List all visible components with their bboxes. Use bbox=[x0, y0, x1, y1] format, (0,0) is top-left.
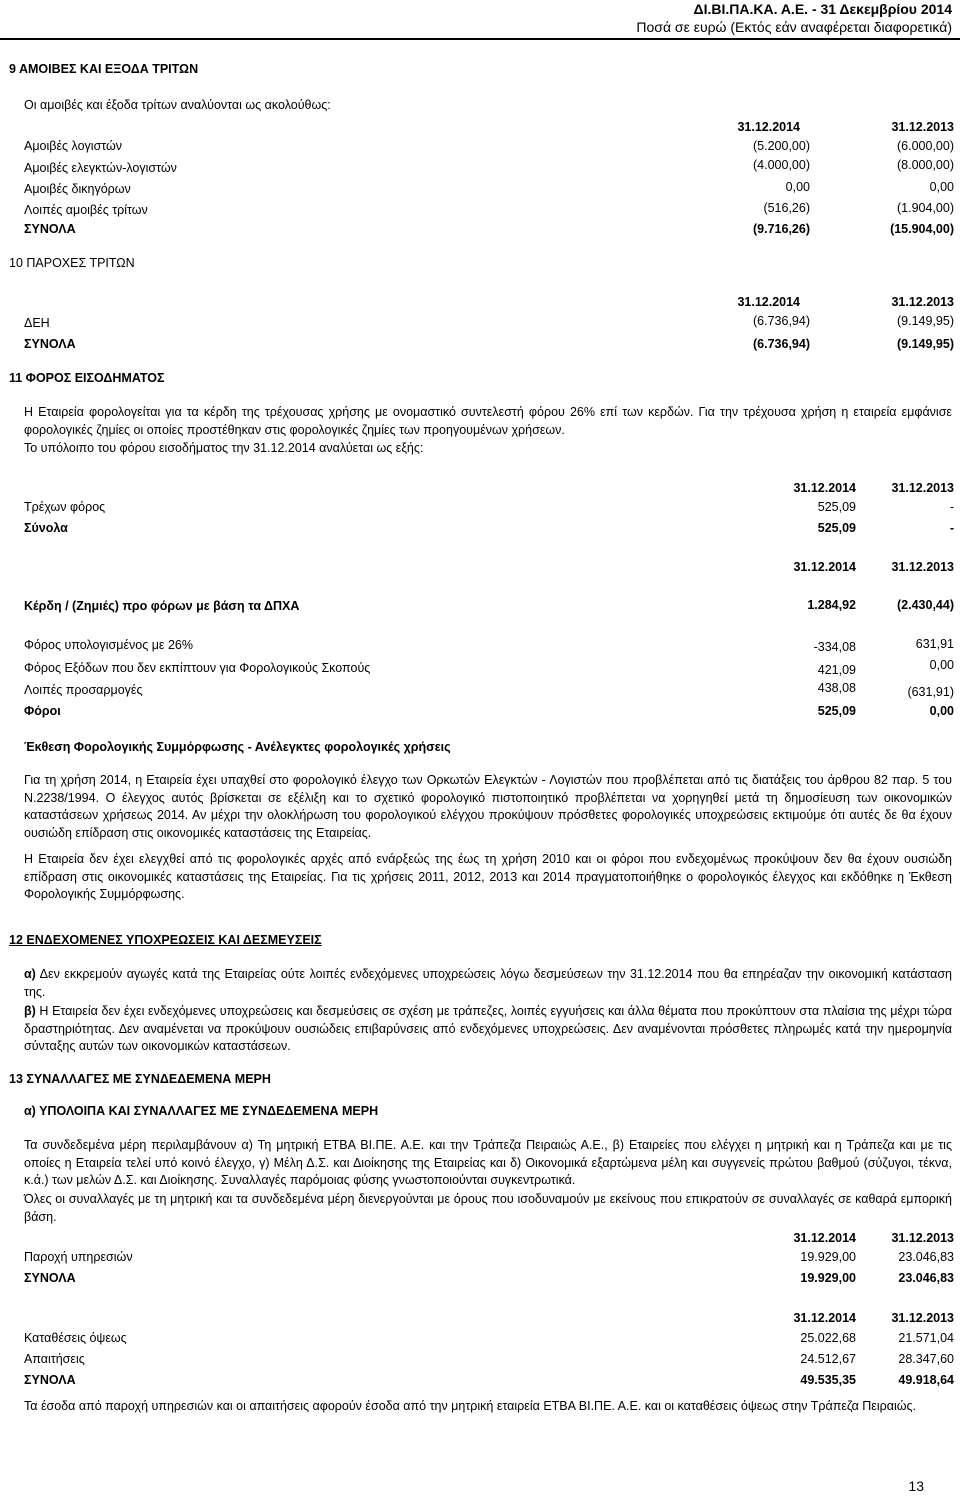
table-row-label: Καταθέσεις όψεως bbox=[24, 1331, 127, 1345]
table-cell: 0,00 bbox=[785, 180, 810, 194]
section-12-title: 12 ΕΝΔΕΧΟΜΕΝΕΣ ΥΠΟΧΡΕΩΣΕΙΣ ΚΑΙ ΔΕΣΜΕΥΣΕΙΣ bbox=[9, 933, 322, 947]
section-9-title: 9 ΑΜΟΙΒΕΣ ΚΑΙ ΕΞΟΔΑ ΤΡΙΤΩΝ bbox=[9, 62, 199, 76]
table-cell: (4.000,00) bbox=[753, 158, 810, 172]
tax-paragraph-4: Η Εταιρεία δεν έχει ελεγχθεί από τις φορολογικές αρχές από ενάρξεώς της έως τη χρήση 2010 και οι φόροι που ενδεχομένως προκύψουν δεν θα έχουν ουσιώδη επίδραση στις οικονομικές καταστάσεις της Εταιρείας. Για τις χρήσεις 2011, 2012, 2013 και 2014 πραγματοποιήθηκε ο φορολογικός έλεγχος και εκδόθηκε η Έκθεση Φορολογικής Συμμόρφωσης. bbox=[24, 852, 952, 901]
table-cell: 24.512,67 bbox=[800, 1352, 856, 1366]
table-cell: 1.284,92 bbox=[807, 598, 856, 612]
table-cell: 0,00 bbox=[929, 658, 954, 672]
total-label: ΣΥΝΟΛΑ bbox=[24, 1271, 76, 1285]
total-cell: 0,00 bbox=[929, 704, 954, 718]
total-label: Σύνολα bbox=[24, 521, 68, 535]
recon-col-2014: 31.12.2014 bbox=[793, 560, 856, 574]
table-row-label: Απαιτήσεις bbox=[24, 1352, 85, 1366]
total-cell: (9.716,26) bbox=[753, 222, 810, 236]
s13-t1-col-2014: 31.12.2014 bbox=[793, 1231, 856, 1245]
table-cell: (8.000,00) bbox=[897, 158, 954, 172]
total-cell: 19.929,00 bbox=[800, 1271, 856, 1285]
table-row-label: Παροχή υπηρεσιών bbox=[24, 1250, 133, 1264]
tax-paragraph-2: Το υπόλοιπο του φόρου εισοδήματος την 31.12.2014 αναλύεται ως εξής: bbox=[24, 441, 424, 455]
table-cell: 438,08 bbox=[817, 681, 856, 695]
total-cell: - bbox=[949, 521, 954, 535]
total-cell: 49.535,35 bbox=[800, 1373, 856, 1387]
table-cell: (631,91) bbox=[907, 685, 954, 699]
related-parties-paragraph-1: Τα συνδεδεμένα μέρη περιλαμβάνουν α) Τη μητρική ΕΤΒΑ ΒΙ.ΠΕ. Α.Ε. και την Τράπεζα Πειραιώς Α.Ε., β) Εταιρείες που ελέγχει η μητρική και η Τράπεζα και με τις οποίες η Εταιρεία τελεί υπό κοινό έλεγχο, γ) Μέλη Δ.Σ. και Διοίκησης της Εταιρείας και δ) Οικονομικά εξαρτώμενα μέλη και συγγενείς πρώτου βαθμού (σύζυγοι, τέκνα, κ.ά.) των μελών Δ.Σ. και Διοίκησης. Συναλλαγές παρόμοιας φύσης γνωστοποιούνται συγκεντρωτικά. bbox=[24, 1138, 952, 1187]
table-row-label: Αμοιβές λογιστών bbox=[24, 139, 123, 153]
total-cell: (9.149,95) bbox=[897, 337, 954, 351]
total-label: ΣΥΝΟΛΑ bbox=[24, 222, 76, 236]
table-cell: (5.200,00) bbox=[753, 139, 810, 153]
total-label: Φόροι bbox=[24, 704, 61, 718]
total-cell: 525,09 bbox=[817, 704, 856, 718]
table-cell: (9.149,95) bbox=[897, 314, 954, 328]
currency-note: Ποσά σε ευρώ (Εκτός εάν αναφέρεται διαφορετικά) bbox=[636, 19, 952, 35]
s10-col-2014: 31.12.2014 bbox=[737, 295, 800, 309]
table-cell: - bbox=[949, 500, 954, 514]
s13-t1-col-2013: 31.12.2013 bbox=[891, 1231, 954, 1245]
total-cell: 525,09 bbox=[817, 521, 856, 535]
table-cell: 23.046,83 bbox=[898, 1250, 954, 1264]
total-cell: (15.904,00) bbox=[890, 222, 954, 236]
related-parties-paragraph-2: Όλες οι συναλλαγές με τη μητρική και τα συνδεδεμένα μέρη διενεργούνται με όρους που ισοδυναμούν με εκείνους που επικρατούν σε συναλλαγές σε καθαρά εμπορική βάση. bbox=[24, 1192, 952, 1224]
table-cell: 28.347,60 bbox=[898, 1352, 954, 1366]
compliance-report-title: Έκθεση Φορολογικής Συμμόρφωσης - Ανέλεγκτες φορολογικές χρήσεις bbox=[24, 740, 451, 754]
contingency-a: α) Δεν εκκρεμούν αγωγές κατά της Εταιρείας ούτε λοιπές ενδεχόμενες υποχρεώσεις λόγω δεσμεύσεων την 31.12.2014 που θα επηρέαζαν την οικονομική κατάσταση της. bbox=[24, 967, 952, 999]
total-cell: 49.918,64 bbox=[898, 1373, 954, 1387]
table-row-label: Λοιπές προσαρμογές bbox=[24, 683, 143, 697]
tax-paragraph-1: Η Εταιρεία φορολογείται για τα κέρδη της τρέχουσας χρήσης με ονομαστικό συντελεστή φόρου 26% επί των κερδών. Για την τρέχουσα χρήση η εταιρεία εμφάνισε φορολογικές ζημίες οι οποίες προστέθηκαν στις φορολογικές ζημίες των προηγουμένων χρήσεων. bbox=[24, 405, 952, 437]
s13-t2-col-2013: 31.12.2013 bbox=[891, 1311, 954, 1325]
total-cell: 23.046,83 bbox=[898, 1271, 954, 1285]
table-row-label: Λοιπές αμοιβές τρίτων bbox=[24, 203, 148, 217]
recon-col-2013: 31.12.2013 bbox=[891, 560, 954, 574]
table-cell: 19.929,00 bbox=[800, 1250, 856, 1264]
table-row-label: Αμοιβές ελεγκτών-λογιστών bbox=[24, 161, 177, 175]
section-10-title: 10 ΠΑΡΟΧΕΣ ΤΡΙΤΩΝ bbox=[9, 256, 135, 270]
table-cell: 25.022,68 bbox=[800, 1331, 856, 1345]
s10-col-2013: 31.12.2013 bbox=[891, 295, 954, 309]
s13-t2-col-2014: 31.12.2014 bbox=[793, 1311, 856, 1325]
pbt-label: Κέρδη / (Ζημιές) προ φόρων με βάση τα ΔΠΧΑ bbox=[24, 599, 300, 613]
table-cell: 525,09 bbox=[817, 500, 856, 514]
table-row-label: Φόρος υπολογισμένος με 26% bbox=[24, 638, 193, 652]
table-cell: 631,91 bbox=[915, 637, 954, 651]
table-cell: (6.736,94) bbox=[753, 314, 810, 328]
total-label: ΣΥΝΟΛΑ bbox=[24, 337, 76, 351]
header-rule bbox=[0, 38, 960, 40]
s9-col-2014: 31.12.2014 bbox=[737, 120, 800, 134]
table-cell: (516,26) bbox=[763, 201, 810, 215]
company-header: ΔΙ.ΒΙ.ΠΑ.ΚΑ. Α.Ε. - 31 Δεκεμβρίου 2014 bbox=[693, 1, 952, 17]
tax-paragraph-3: Για τη χρήση 2014, η Εταιρεία έχει υπαχθεί στο φορολογικό έλεγχο των Ορκωτών Ελεγκτών - Λογιστών που προβλέπεται από τις διατάξεις του άρθρου 82 παρ. 5 του Ν.2238/1994. Ο έλεγχος αυτός βρίσκεται σε εξέλιξη και το σχετικό φορολογικό πιστοποιητικό προβλέπεται να χορηγηθεί μετά τη δημοσίευση των οικονομικών καταστάσεων χρήσεως 2014. Αν μέχρι την ολοκλήρωση του φορολογικού ελέγχου προκύψουν πρόσθετες φορολογικές υποχρεώσεις εκτιμούμε ότι αυτές δε θα έχουν ουσιώδη επίδραση στις οικονομικές καταστάσεις της Εταιρείας. bbox=[24, 773, 952, 840]
table-cell: (1.904,00) bbox=[897, 201, 954, 215]
table-cell: 0,00 bbox=[929, 180, 954, 194]
total-cell: (6.736,94) bbox=[753, 337, 810, 351]
table-cell: 421,09 bbox=[817, 663, 856, 677]
section-13a-title: α) ΥΠΟΛΟΙΠΑ ΚΑΙ ΣΥΝΑΛΛΑΓΕΣ ΜΕ ΣΥΝΔΕΔΕΜΕΝΑ ΜΕΡΗ bbox=[24, 1104, 379, 1118]
table-cell: (6.000,00) bbox=[897, 139, 954, 153]
related-parties-paragraph-3: Τα έσοδα από παροχή υπηρεσιών και οι απαιτήσεις αφορούν έσοδα από την μητρική εταιρεία ΕΤΒΑ ΒΙ.ΠΕ. Α.Ε. και οι καταθέσεις όψεως στην Τράπεζα Πειραιώς. bbox=[24, 1399, 917, 1413]
s9-col-2013: 31.12.2013 bbox=[891, 120, 954, 134]
s11-col-2013: 31.12.2013 bbox=[891, 481, 954, 495]
section-11-title: 11 ΦΟΡΟΣ ΕΙΣΟΔΗΜΑΤΟΣ bbox=[9, 371, 165, 385]
table-row-label: Τρέχων φόρος bbox=[24, 500, 106, 514]
table-row-label: ΔΕΗ bbox=[24, 316, 50, 330]
s11-col-2014: 31.12.2014 bbox=[793, 481, 856, 495]
table-cell: 21.571,04 bbox=[898, 1331, 954, 1345]
table-row-label: Φόρος Εξόδων που δεν εκπίπτουν για Φορολογικούς Σκοπούς bbox=[24, 661, 371, 675]
table-row-label: Αμοιβές δικηγόρων bbox=[24, 182, 131, 196]
section-13-title: 13 ΣΥΝΑΛΛΑΓΕΣ ΜΕ ΣΥΝΔΕΔΕΜΕΝΑ ΜΕΡΗ bbox=[9, 1072, 271, 1086]
page-number: 13 bbox=[908, 1478, 924, 1494]
total-label: ΣΥΝΟΛΑ bbox=[24, 1373, 76, 1387]
contingency-b: β) Η Εταιρεία δεν έχει ενδεχόμενες υποχρεώσεις και δεσμεύσεις σε σχέση με τράπεζες, λοιπές εγγυήσεις και άλλα θέματα που προκύπτουν στα πλαίσια της μέχρι τώρα δραστηριότητας. Δεν αναμένεται να προκύψουν ουσιώδεις επιβαρύνσεις από ενδεχόμενες υποχρεώσεις. Δεν αναμένονται πρόσθετες πληρωμές κατά την ημερομηνία σύνταξης αυτών των οικονομικών καταστάσεων. bbox=[24, 1004, 952, 1053]
table-cell: -334,08 bbox=[813, 640, 856, 654]
table-cell: (2.430,44) bbox=[897, 598, 954, 612]
section-9-intro: Οι αμοιβές και έξοδα τρίτων αναλύονται ως ακολούθως: bbox=[24, 98, 331, 112]
